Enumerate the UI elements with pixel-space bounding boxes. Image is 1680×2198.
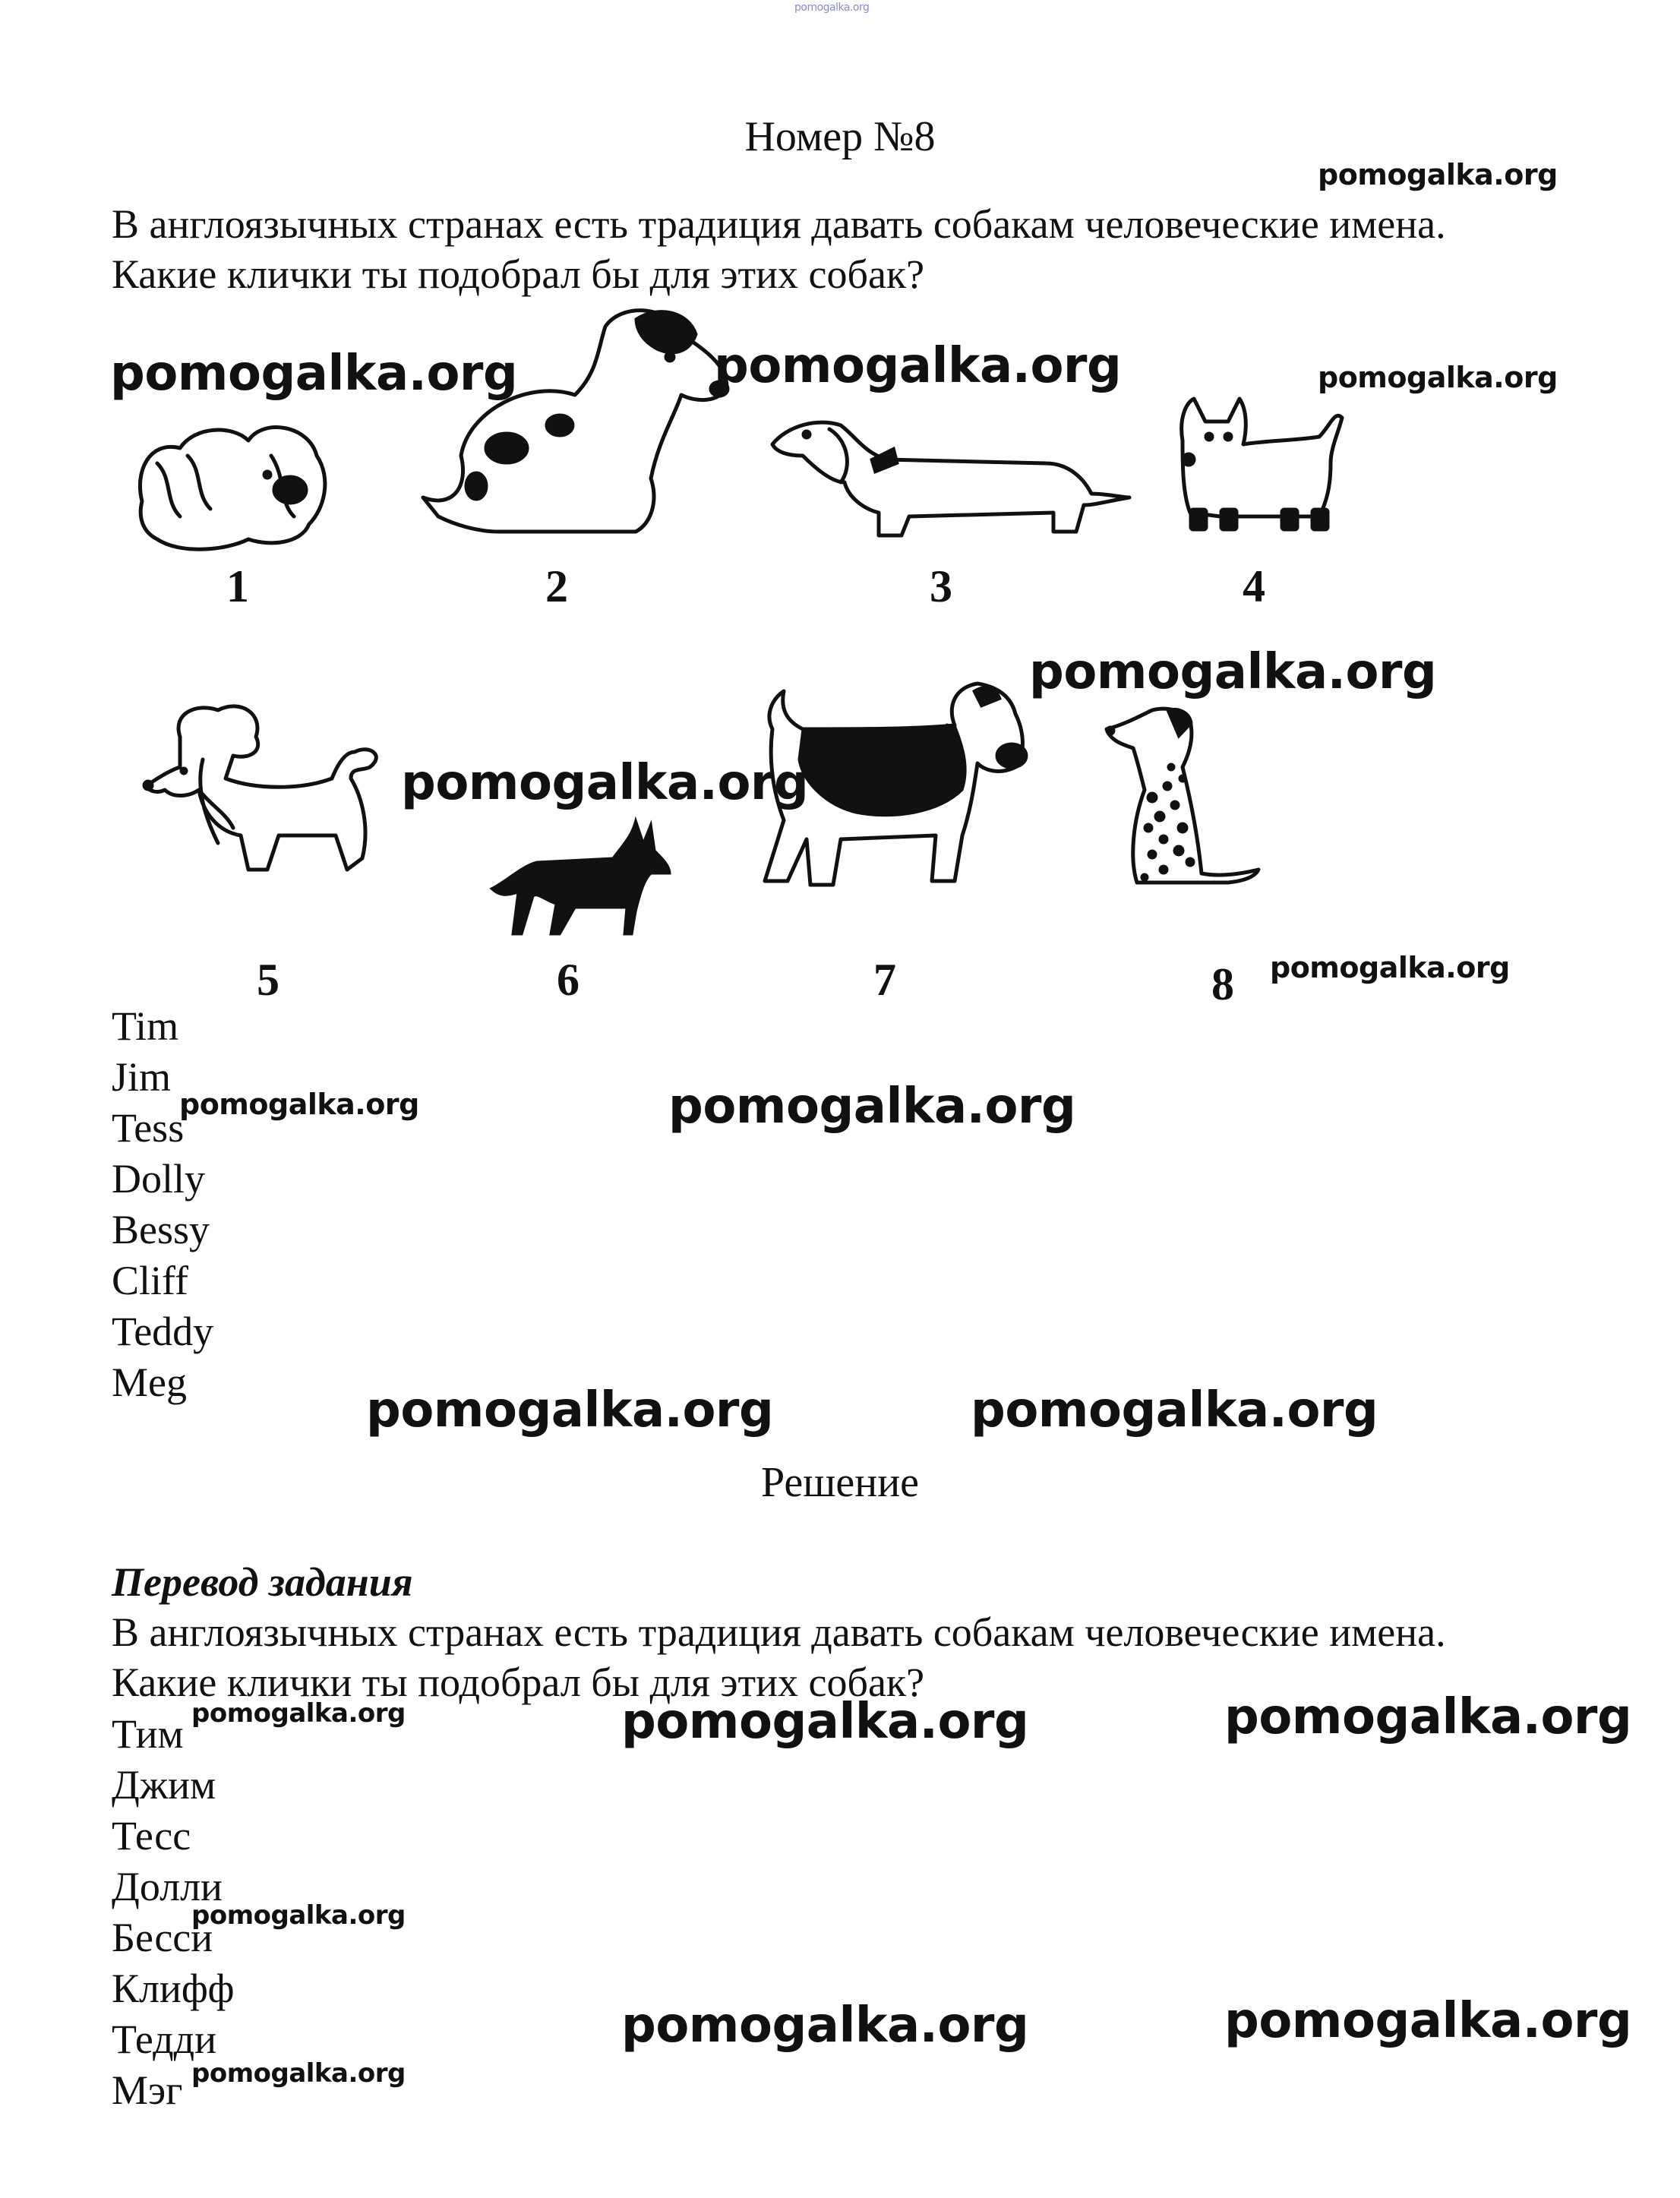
dog-number: 6 xyxy=(557,955,579,1005)
watermark: pomogalka.org xyxy=(1224,1993,1632,2049)
list-item: Dolly xyxy=(112,1156,206,1202)
watermark: pomogalka.org xyxy=(971,1382,1378,1438)
dog-number: 7 xyxy=(873,955,896,1005)
solution-heading: Решение xyxy=(760,1459,920,1506)
watermark: pomogalka.org xyxy=(1270,951,1510,984)
pekingese-icon xyxy=(140,428,324,550)
dog-number: 8 xyxy=(1211,959,1234,1009)
dalmatian-icon xyxy=(1107,709,1258,883)
list-item: Teddy xyxy=(112,1309,214,1354)
watermark: pomogalka.org xyxy=(668,1078,1076,1135)
watermark: pomogalka.org xyxy=(1318,158,1558,191)
dog-number: 4 xyxy=(1243,561,1265,611)
watermark: pomogalka.org xyxy=(714,338,1122,394)
list-item: Jim xyxy=(112,1054,172,1100)
watermark: pomogalka.org xyxy=(401,755,809,811)
watermark: pomogalka.org xyxy=(110,346,518,402)
watermark: pomogalka.org xyxy=(621,1997,1029,2054)
watermark: pomogalka.org xyxy=(366,1382,774,1438)
translation-heading: Перевод задания xyxy=(112,1559,413,1605)
dog-number: 3 xyxy=(930,561,952,611)
list-item: Джим xyxy=(112,1762,216,1808)
list-item: Cliff xyxy=(112,1258,189,1303)
watermark: pomogalka.org xyxy=(191,1698,406,1729)
names-list-en xyxy=(112,1001,213,1408)
list-item: Тим xyxy=(112,1711,184,1757)
task-line-2: Какие клички ты подобрал бы для этих собак? xyxy=(112,251,925,297)
translation-line-2: Какие клички ты подобрал бы для этих собак? xyxy=(112,1660,925,1705)
list-item: Tess xyxy=(112,1105,185,1151)
top-watermark: pomogalka.org xyxy=(794,2,870,14)
list-item: Долли xyxy=(112,1864,223,1909)
list-item: Tim xyxy=(112,1003,179,1049)
translation-line-1: В англоязычных странах есть традиция давать собакам человеческие имена. xyxy=(112,1609,1446,1655)
spotted-hound-icon xyxy=(423,311,728,532)
watermark: pomogalka.org xyxy=(621,1694,1029,1750)
list-item: Мэг xyxy=(112,2067,183,2113)
task-line-1: В англоязычных странах есть традиция давать собакам человеческие имена. xyxy=(112,201,1446,247)
watermark: pomogalka.org xyxy=(179,1088,419,1121)
dog-number: 1 xyxy=(226,561,249,611)
dog-number: 5 xyxy=(257,955,279,1005)
list-item: Бесси xyxy=(112,1915,213,1960)
watermark: pomogalka.org xyxy=(1029,644,1437,700)
dachshund-icon xyxy=(772,422,1129,535)
page-title: Номер №8 xyxy=(744,113,936,160)
poodle-icon xyxy=(144,706,376,870)
watermark: pomogalka.org xyxy=(191,1900,406,1931)
watermark: pomogalka.org xyxy=(1318,361,1558,394)
dog-number: 2 xyxy=(545,561,568,611)
watermark: pomogalka.org xyxy=(1224,1689,1632,1745)
list-item: Клифф xyxy=(112,1966,235,2011)
list-item: Тедди xyxy=(112,2016,217,2062)
list-item: Тесс xyxy=(112,1813,191,1859)
toy-terrier-icon xyxy=(491,820,670,934)
list-item: Bessy xyxy=(112,1207,210,1252)
list-item: Meg xyxy=(112,1360,187,1405)
terrier-icon xyxy=(1182,399,1342,530)
watermark: pomogalka.org xyxy=(191,2058,406,2089)
